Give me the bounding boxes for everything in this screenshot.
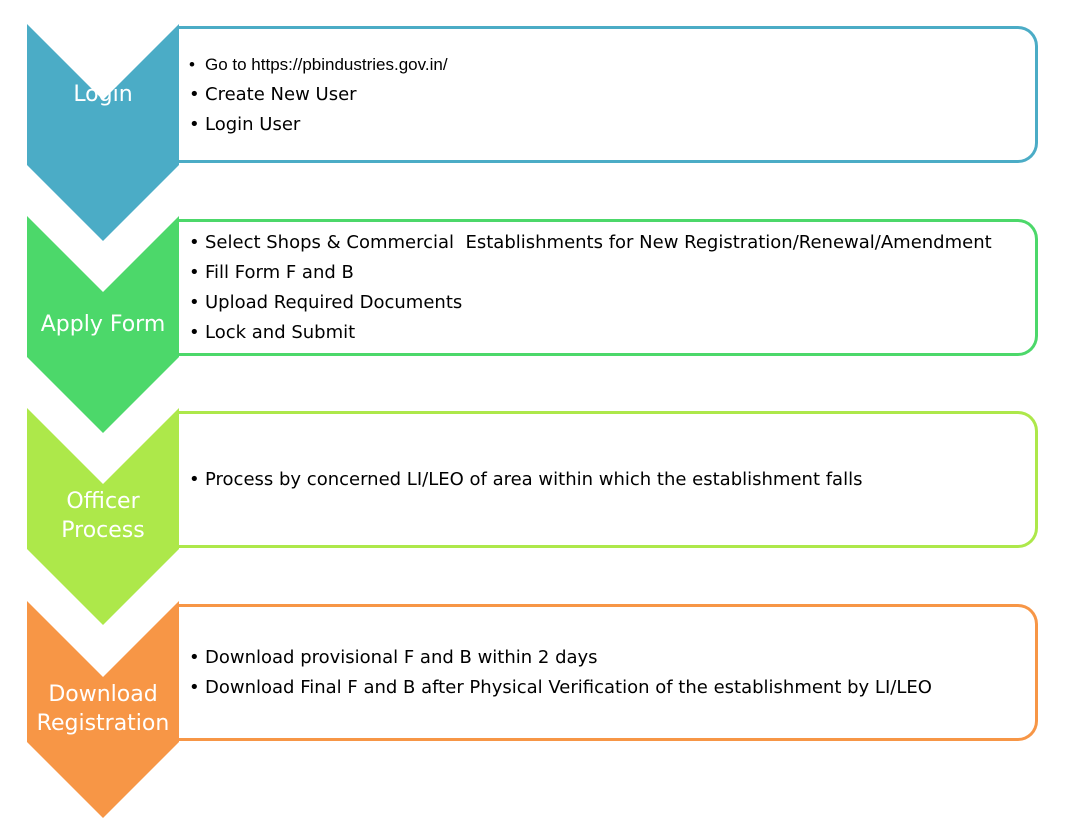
step-item: • Go to https://pbindustries.gov.in/ bbox=[189, 50, 1029, 80]
bullet-icon: • bbox=[189, 54, 195, 74]
step-box-login bbox=[178, 26, 1038, 163]
step-list-login bbox=[189, 29, 1029, 160]
step-chevron-officer-process bbox=[27, 408, 179, 625]
step-item: • Process by concerned LI/LEO of area within which the establishment falls bbox=[189, 465, 1029, 495]
step-item: • Download provisional F and B within 2 days bbox=[189, 643, 1029, 673]
step-chevron-download-registration bbox=[27, 601, 179, 818]
step-box-download-registration bbox=[178, 604, 1038, 741]
bullet-icon: • bbox=[189, 321, 200, 343]
bullet-icon: • bbox=[189, 291, 200, 313]
bullet-icon: • bbox=[189, 646, 200, 668]
bullet-icon: • bbox=[189, 261, 200, 283]
step-chevron-apply-form bbox=[27, 216, 179, 433]
step-item: • Lock and Submit bbox=[189, 318, 1029, 348]
step-chevron-login bbox=[27, 24, 179, 241]
bullet-icon: • bbox=[189, 83, 200, 105]
bullet-icon: • bbox=[189, 468, 200, 490]
bullet-icon: • bbox=[189, 231, 200, 253]
bullet-icon: • bbox=[189, 676, 200, 698]
step-item: • Upload Required Documents bbox=[189, 288, 1029, 318]
bullet-icon: • bbox=[189, 113, 200, 135]
step-item: • Download Final F and B after Physical Verification of the establishment by LI/LEO bbox=[189, 673, 1029, 703]
step-list-download-registration bbox=[189, 607, 1029, 738]
step-list-officer-process bbox=[189, 414, 1029, 545]
step-list-apply-form bbox=[189, 222, 1029, 353]
step-item: • Select Shops & Commercial Establishments for New Registration/Renewal/Amendment bbox=[189, 228, 1029, 258]
step-box-apply-form bbox=[178, 219, 1038, 356]
step-item: • Fill Form F and B bbox=[189, 258, 1029, 288]
step-item: • Login User bbox=[189, 110, 1029, 140]
step-box-officer-process bbox=[178, 411, 1038, 548]
step-label-apply-form: Apply Form bbox=[40, 311, 166, 337]
step-label-officer-process: Officer Process bbox=[61, 489, 145, 543]
step-label-login: Login bbox=[73, 81, 133, 107]
step-label-download-registration: Download Registration bbox=[36, 682, 170, 736]
step-item: • Create New User bbox=[189, 80, 1029, 110]
